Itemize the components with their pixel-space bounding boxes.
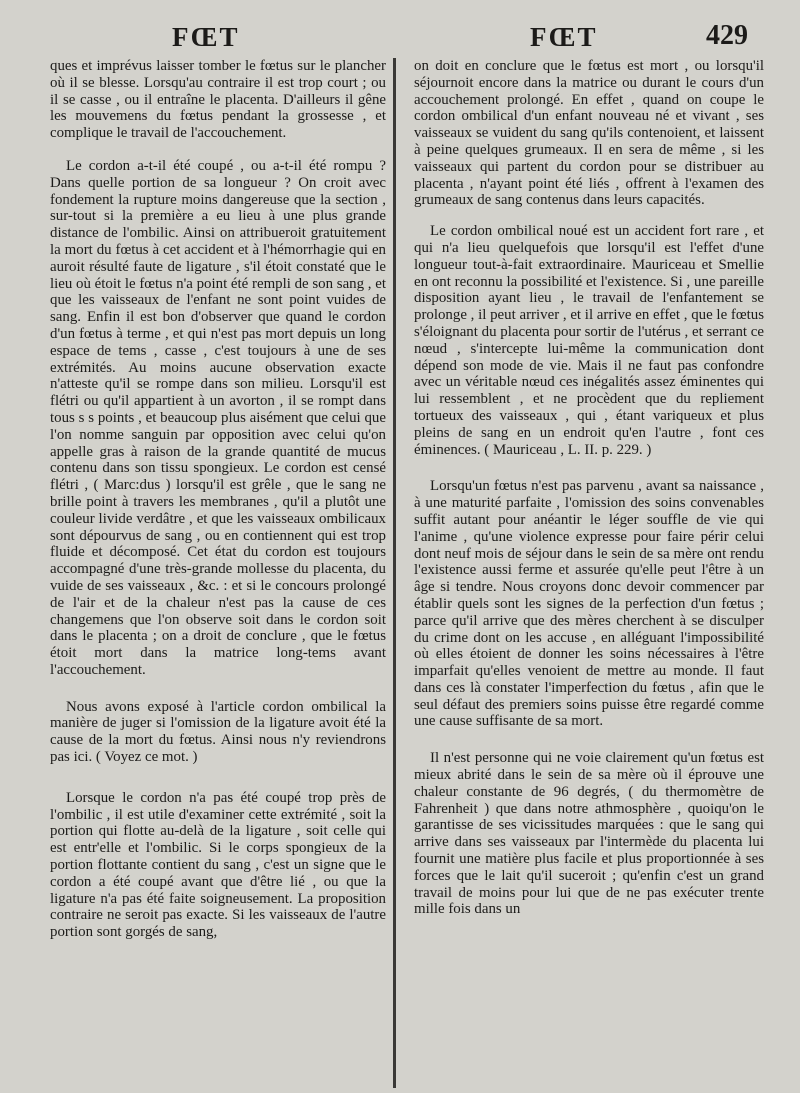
header-right-title: FŒT — [530, 22, 598, 52]
paragraph-left-1: ques et imprévus laisser tomber le fœtus sur le plancher où il se blesse. Lorsqu'au contraire il est trop court ; ou il se casse , ou il entraîne le placenta. D'ailleurs il gêne les mouvemens du fœtus pendant la grossesse , et complique le travail de l'accouchement. — [50, 58, 386, 142]
paragraph-right-1: on doit en conclure que le fœtus est mort , ou lorsqu'il séjournoit encore dans la matrice ou durant le cours d'un accouchement prolongé. En effet , quand on coupe le cordon ombilical d'un enfant nouveau né et vivant , ses vaisseaux se vuident du sang qu'ils contenoient, et laissent à peine quelques grumeaux. Il en sera de même , si les vaisseaux qui partent du cordon pour se distribuer au placenta , n'ayant point été liés , offrent à l'examen des grumeaux de sang contenus dans leurs capacités. — [414, 58, 764, 209]
left-column — [50, 58, 386, 957]
header-left-title: FŒT — [172, 22, 240, 52]
right-column — [414, 58, 764, 934]
paragraph-right-4: Il n'est personne qui ne voie clairement qu'un fœtus est mieux abrité dans le sein de sa mère où il éprouve une chaleur constante de 96 degrés, ( du thermomètre de Fahrenheit ) que dans notre athmosphère , quoiqu'on le garantisse de ses vicissitudes marquées : que le sang qui arrive dans ses vaisseaux par l'intermède du placenta lui fournit une matière plus facile et plus proportionnée à ses forces que le lait qu'il suceroit ; qu'enfin c'est un grand travail de moins pour lui que de ne pas exécuter trente mille fois dans un — [414, 750, 764, 918]
paragraph-right-3: Lorsqu'un fœtus n'est pas parvenu , avant sa naissance , à une maturité parfaite , l'omission des soins convenables suffit autant pour anéantir le léger souffle de vie qui l'anime , qu'une violence expresse pour faire périr celui dont neuf mois de séjour dans le sein de sa mère ont rendu l'existence aussi ferme et assurée qu'elle peut l'être à un âge si tendre. Nous croyons donc devoir commencer par établir quels sont les signes de la perfection d'un fœtus ; parce qu'il arrive que des mères cherchent à se disculper du crime dont on les accuse , en alléguant l'impossibilité où elles étoient de donner les soins nécessaires à l'être imparfait qu'elles venoient de mettre au monde. Il faut dans ces là constater l'imperfection du fœtus , afin que le seul défaut des premiers soins puisse être regardé comme une cause suffisante de sa mort. — [414, 478, 764, 730]
paragraph-right-2: Le cordon ombilical noué est un accident fort rare , et qui n'a lieu quelquefois que lorsqu'il est l'effet d'une longueur tout-à-fait extraordinaire. Mauriceau et Smellie en ont reconnu la possibilité et l'existence. Si , une pareille disposition ayant lieu , le travail de l'enfantement se prolonge , il peut arriver , et il arrive en effet , que le fœtus s'éloignant du placenta pour sortir de l'utérus , et serrant ce nœud , s'intercepte lui-même la communication dont dépend son mode de vie. Mais il ne faut pas confondre avec un véritable nœud ces inégalités assez éminentes qui lui ressemblent , et ne procèdent que du repliement tortueux des vaisseaux , qui , étant variqueux et plus pleins de sang en un endroit qu'en l'autre , font ces éminences. ( Mauriceau , L. II. p. 229. ) — [414, 223, 764, 458]
paragraph-left-4: Lorsque le cordon n'a pas été coupé trop près de l'ombilic , il est utile d'examiner cette extrémité , soit la portion qui flotte au-delà de la ligature , soit celle qui est entr'elle et l'ombilic. Si le corps spongieux de la portion flottante contient du sang , c'est un signe que le cordon a été coupé avant que d'être lié , ou que la ligature n'a pas été faite soigneusement. La proposition contraire ne seroit pas exacte. Si les vaisseaux de l'autre portion sont gorgés de sang, — [50, 789, 386, 941]
column-divider — [393, 58, 396, 1088]
paragraph-left-3: Nous avons exposé à l'article cordon ombilical la manière de juger si l'omission de la ligature avoit été la cause de la mort du fœtus. Ainsi nous n'y reviendrons pas ici. ( Voyez ce mot. ) — [50, 698, 386, 766]
running-header — [0, 22, 800, 56]
paragraph-left-2: Le cordon a-t-il été coupé , ou a-t-il été rompu ? Dans quelle portion de sa longueur ? On croit avec fondement la rupture moins dangereuse que la section , sur-tout si la première a eu lieu à une plus grande distance de l'ombilic. Ainsi on attribueroit gratuitement la mort du fœtus à cet accident et à l'hémorrhagie qui en auroit résulté faute de ligature , s'il étoit constaté que le lieu où étoit le fœtus n'a point été rempli de son sang , et que les vaisseaux de l'enfant ne sont point vuides de sang. Enfin il est bon d'observer que quand le cordon d'un fœtus à terme , et qui n'est pas mort depuis un long espace de tems , casse , c'est toujours à une de ses extrémités. Au moins aucune observation exacte n'atteste qu'il se rompe dans son milieu. Lorsqu'il est flétri ou qu'il appartient à un avorton , il se rompt dans tous s s points , et beaucoup plus aisément que celui que l'on nomme sanguin par opposition avec celui qu'on appelle gras à raison de la grande quantité de mucus contenu dans son tissu spongieux. Le cordon est censé flétri , ( Marc:dus ) lorsqu'il est grêle , que le sang ne brille point à travers les membranes , qu'il a plutôt une couleur livide verdâtre , et que les vaisseaux ombilicaux sont dépourvus de sang , ou en contiennent qui est trop fluide et décomposé. Cet état du cordon est toujours accompagné d'une très-grande mollesse du placenta, du vuide de ses vaisseaux , &c. : et si le concours prolongé de l'air et de la chaleur n'est pas la cause de ces changemens que l'on observe soit dans le cordon soit dans le placenta ; on a droit de conclure , que le fœtus étoit mort dans la matrice long-tems avant l'accouchement. — [50, 157, 386, 678]
page-number: 429 — [706, 20, 748, 51]
